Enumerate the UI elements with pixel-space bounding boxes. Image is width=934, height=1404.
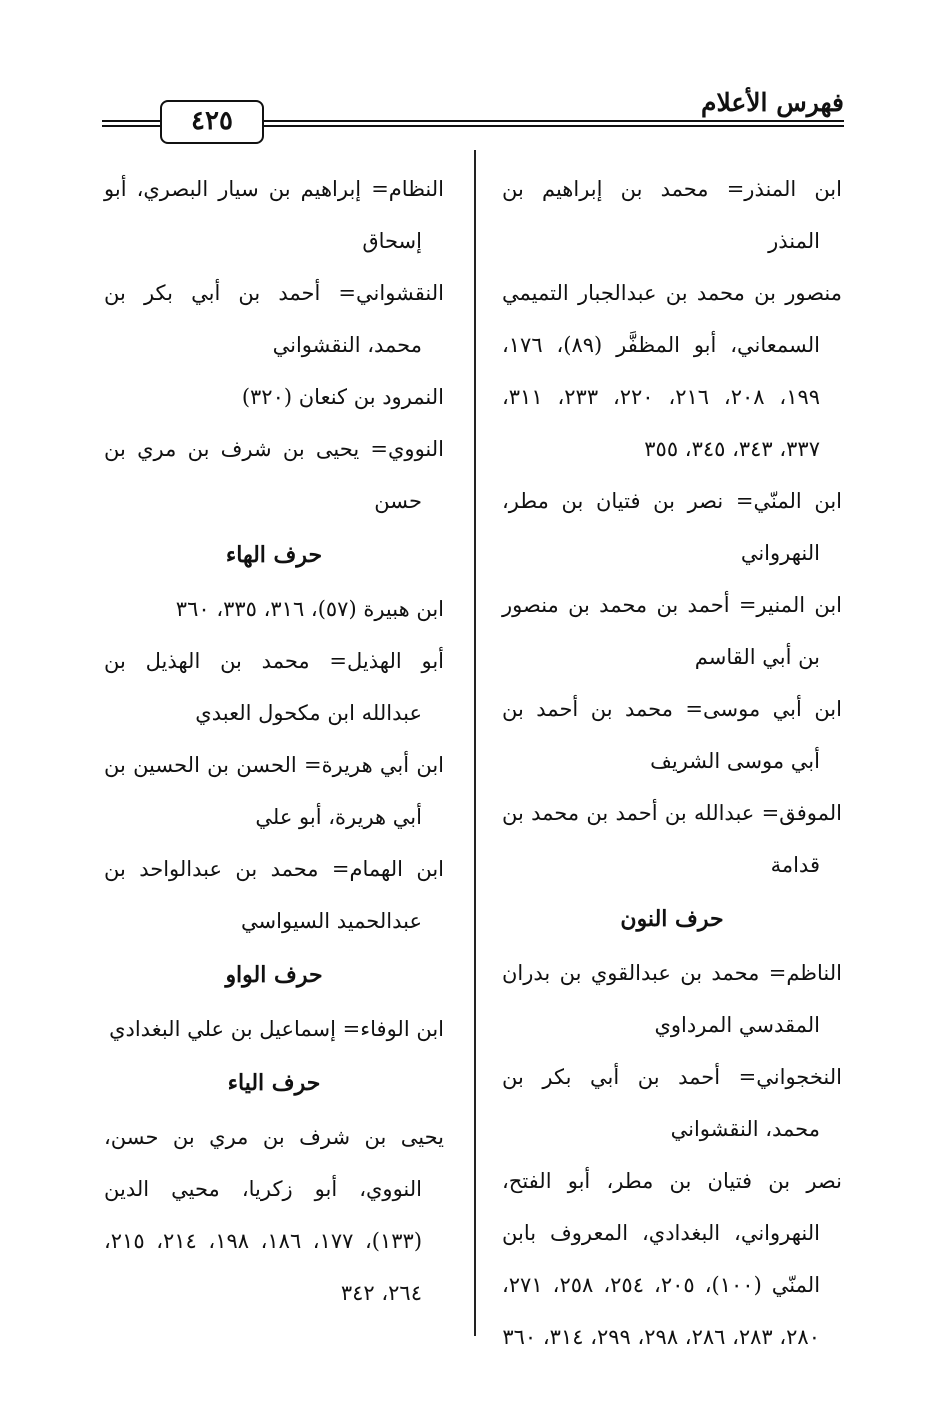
section-heading-waw: حرف الواو: [225, 962, 323, 988]
index-entry: النقشواني= أحمد بن أبي بكر بن محمد، النقشواني: [104, 281, 444, 357]
index-entry: ابن هبيرة (٥٧)، ٣١٦، ٣٣٥، ٣٦٠: [175, 597, 444, 621]
page-number: ٤٢٥: [160, 100, 264, 144]
index-entry: الموفق= عبدالله بن أحمد بن محمد بن قدامة: [502, 801, 842, 877]
index-entry: ابن الوفاء= إسماعيل بن علي البغدادي: [109, 1017, 444, 1041]
index-entry: ابن المنير= أحمد بن محمد بن منصور بن أبي القاسم: [502, 593, 842, 669]
section-heading-noon: حرف النون: [620, 906, 724, 932]
index-entry: ابن أبي هريرة= الحسن بن الحسين بن أبي هريرة، أبو علي: [104, 753, 444, 829]
index-entry: ابن المنّي= نصر بن فتيان بن مطر، النهرواني: [502, 489, 842, 565]
right-column: [502, 163, 842, 1363]
index-entry: نصر بن فتيان بن مطر، أبو الفتح، النهرواني، البغدادي، المعروف بابن المنّي (١٠٠)، ٢٠٥، ٢٥٤، ٢٥٨، ٢٧١، ٢٨٠، ٢٨٣، ٢٨٦، ٢٩٨، ٢٩٩، ٣١٤، ٣٦٠: [502, 1169, 842, 1349]
left-column: [104, 163, 444, 1319]
index-entry: ابن الهمام= محمد بن عبدالواحد بن عبدالحميد السيواسي: [104, 857, 444, 933]
column-divider: [474, 150, 476, 1336]
index-entry: النمرود بن كنعان (٣٢٠): [241, 385, 444, 409]
index-entry: الناظم= محمد بن عبدالقوي بن بدران المقدسي المرداوي: [502, 961, 842, 1037]
index-entry: النظام= إبراهيم بن سيار البصري، أبو إسحاق: [104, 177, 444, 253]
index-entry: أبو الهذيل= محمد بن الهذيل بن عبدالله ابن مكحول العبدي: [104, 649, 444, 725]
index-entry: ابن أبي موسى= محمد بن أحمد بن أبي موسى الشريف: [502, 697, 842, 773]
index-entry: منصور بن محمد بن عبدالجبار التميمي السمعاني، أبو المظفَّر (٨٩)، ١٧٦، ١٩٩، ٢٠٨، ٢١٦، ٢٢٠، ٢٣٣، ٣١١، ٣٣٧، ٣٤٣، ٣٤٥، ٣٥٥: [502, 281, 842, 461]
index-entry: ابن المنذر= محمد بن إبراهيم بن المنذر: [502, 177, 842, 253]
section-heading-haa: حرف الهاء: [225, 542, 323, 568]
index-entry: النخجواني= أحمد بن أبي بكر بن محمد، النقشواني: [502, 1065, 842, 1141]
page-header: [102, 78, 844, 138]
index-entry: يحيى بن شرف بن مري بن حسن، النووي، أبو زكريا، محيي الدين (١٣٣)، ١٧٧، ١٨٦، ١٩٨، ٢١٤، ٢١٥، ٢٦٤، ٣٤٢: [104, 1125, 444, 1305]
running-title: فهرس الأعلام: [700, 88, 844, 117]
index-entry: النووي= يحيى بن شرف بن مري بن حسن: [104, 437, 444, 513]
section-heading-yaa: حرف الياء: [227, 1070, 321, 1096]
